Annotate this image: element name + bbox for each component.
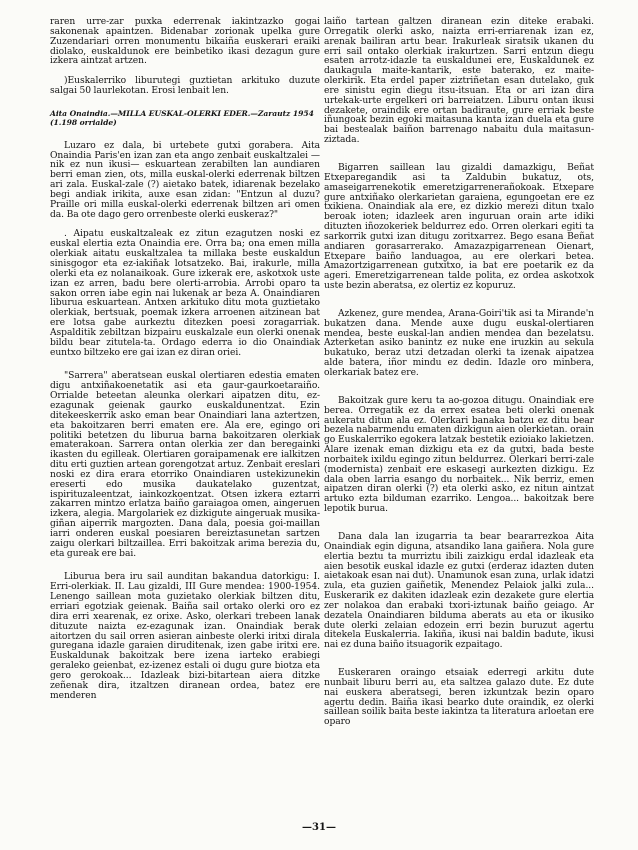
paragraph-left-3: Luzaro ez dala, bi urtebete gutxi gorabera. Aita Onaindia Paris'en izan zan eta ango zenbait euskaltzalei —nik ez nun ikusi— eskuartean zerabilten lan aundiaren berri eman zien, ots, milla euskal-olerki ederrenak biltzen ari zala. Euskal-zale (?) aietako batek, idiarenak bezelako begi andiak irikita, auxe esan zidan: "Entzun al duzu? Praille ori milla euskal-olerki ederrenak biltzen ari omen da. Ba ote dago gero orrenbeste olerki euskeraz?" [50, 140, 320, 220]
paragraph-right-3: Azkenez, gure mendea, Arana-Goiri'tik asi ta Mirande'n bukatzen dana. Mende auxe dugu euskal-olertiaren mendea, beste euskal-lan andien mendea dan bezelatsu. Azterketan asiko banintz ez nuke ene iruzkin au sekula bukatuko, beraz utzi detzadan olerki ta izenak aipatzea alde batera, iñor mindu ez dedin. Idazle oro minbera, olerkariak batez ere. [324, 308, 594, 378]
paragraph-left-5: "Sarrera" aberatsean euskal olertiaren edestia ematen digu antxiñakoenetatik asi eta gaur-gaurkoetaraiño. Orrialde beteetan aleunka olerkari aipatzen ditu, ez-ezagunak geienak gaurko euskaldunentzat. Ezin ditekeeskerrik asko eman bear Onaindiari lana aztertzen, eta bakoitzaren berri ematen ere. Ala ere, egingo ori politiki betetzen du liburua barna bakoitzaren olerkiak ematerakoan. Sarrera ontan olerkia zer dan beregainki ikasten du egilleak. Olertiaren goraipamenak ere ialkitzen ditu erti guztien artean gorengotzat artuz. Zenbait ereslari noski ez dira erara etorriko Onaindiaren ustekizunekin ereserti edo musika daukatelako guzentzat, ispirituzaleentzat, iainkozkoentzat. Otsen izkera eztarri zakarren mintzo erlatza baiño garaiagoa omen, aingeruen izkera, alegia. Margolariek ez dizkigute aingeruak musika-giñan aiperrik margozten. Dana dala, poesia goi-maillan iarri onderen euskal poesiaren bereiztasunetan sartzen zaigu olerkari biltzaillea. Erri bakoitzak arima berezia du, eta gureak ere bai. [50, 371, 320, 559]
bibliographic-reference: Aita Onaindia.—MILLA EUSKAL-OLERKI EDER.—Zarautz 1954 (1.198 orrialde) [50, 108, 314, 128]
paragraph-right-1: laiño tartean galtzen diranean ezin diteke erabaki. Orregatik olerki asko, naizta erri-erriarenak izan ez, arenak bailiran artu bear. Irakurleak siratsik ukanen du erri sail ontako olerkiak irakurtzen. Sarri entzun diegu esaten arrotz-idazle ta euskaldunei ere, Euskaldunek ez daukagula maite-kantarik, este baterako, ez maite-olerkirik. Eta erdel paper ziztriñetan esan dutelako, guk ere sinistu egin diegu itsu-itsuan. Eta or ari izan dira urtekak-urte ergelkeri ori barreiatzen. Liburu ontan ikusi dezakete, oraindik ere ortan badiraute, gure erriak beste iñungoak bezin egoki maitasuna kanta izan duela eta gure bai bestealak baiñon barrenago nabaitu dula maitasun-ziztada. [324, 17, 594, 146]
paragraph-left-4: . Aipatu euskaltzaleak ez zitun ezagutzen noski ez euskal elertia ezta Onaindia ere. Orra ba; ona emen milla olerkiak aitatu euskaltzalea ta millaka beste euskaldun sinisgogor eta ez-iakiñak lotsatzeko. Bai, irakurle, milla olerki eta ez nolanaikoak. Gure izkerak ere, askotxok uste izan ez arren, badu bere olerti-arrobia. Arrobi oparo ta sakon orren iabe egin nai lukenak ar beza A. Onaindiaren liburua eskuartean. Antxen arkituko ditu mota guztietako olerkiak, bertsuak, poemak izkera arroenen aitzinean bat ere lotsa gabe aurkeztu ditezken poesi zoragarriak. Aspalditik zebiltzan bizpairu euskalzale eun olerki onenak bildu bear zitutela-ta. Ordago ederra io dio Onaindiak euntxo biltzeko ere gai izan ez diran oriei. [50, 229, 320, 358]
paragraph-left-2: )Euskalerriko liburutegi guztietan arkituko duzute salgai 50 laurlekotan. Erosi lenbait len. [50, 76, 320, 97]
paragraph-right-2: Bigarren saillean lau gizaldi damazkigu, Beñat Etxeparegandik asi ta Zaldubin bukatuz, ots, amaseigarrenekotik emeretzigarrenerañokoak. Etxepare gure antxiñako olerkarietan garaiena, egungoetan ere ez txikiena. Onaindiak ala ere, ez dizkio merezi ditun txalo beroak ioten; idazleek aren inguruan orain arte idiki dituzten iñozokeriek beldurrez edo. Orren olerkari egiti ta sarkorrik gutxi izan ditugu zoritxarrez. Bego esana Beñat andiaren gorasarrerako. Amazazpigarrenean Oienart, Etxepare baiño landuagoa, au ere olerkari betea. Amazortzigarrenean gutxitxo, ia bat ere poetarik ez da ageri. Emeretzigarrenean talde polita, ez ordea askotxok uste bezin aberatsa, ez olertiz ez kopuruz. [324, 162, 594, 292]
paragraph-left-6: Liburua bera iru sail aunditan bakandua datorkigu: I. Erri-olerkiak. II. Lau gizaldi, III Gure mendea: 1900-1954. Lenengo saillean mota guzietako olerkiak biltzen ditu, erriari egotziak geienak. Baiña sail ortako olerki oro ez dira erri xearenak, ez orixe. Asko, olerkari trebeen lanak dituzute naizta ez-ezagunak izan. Onaindiak berak aitortzen du sail orren asieran ainbeste olerki iritxi dirala guregana idazle garaien diruditenak, izen gabe iritxi ere. Euskaldunak bakoitzak bere izena iarteko erabiegi geraleko geienbat, ez-izenez estali oi dugu gure biotza eta gero gerokoak... Idazleak bizi-bitartean aiera ditzke zeñenak dira, itzaltzen diranean ordea, batez ere menderen [50, 572, 320, 701]
paragraph-left-1: raren urre-zar puxka ederrenak iakintzazko gogai sakonenak apaintzen. Bidenabar zorionak upelka gure Zuzendariari orren monumentu bikaiña euskerari eraiki diolako, euskaldunok ere beinbetiko ikasi dezagun gure izkera aintzat artzen. [50, 17, 320, 67]
paragraph-right-4: Bakoitzak gure keru ta ao-gozoa ditugu. Onaindiak ere berea. Orregatik ez da errex esatea beti olerki onenak aukeratu ditun ala ez. Olerkari banaka batzu ez ditu bear bezela nabarmendu ematen dizkigun aien olerkietan. orain go Euskalerriko egokera latzak bestetik ezioiako lakietzen. Alare izenak eman dizkigu eta ez da gutxi, bada beste norbaitek ixildu egingo zitun beldurrez. Olerkari berri-zale (modernista) zenbait ere eskasegi aurkezten dizkigu. Ez dala oben larria esango du norbaitek... Nik berriz, emen aipatzen diran olerki (?) eta olerki asko, ez nitun aintzat artuko ezta bilduman ezarriko. Lengoa... bakoitzak bere lepotik burua. [324, 395, 594, 515]
right-column [324, 18, 594, 728]
page-number: —31— [302, 822, 336, 833]
left-column [50, 18, 320, 701]
paragraph-right-5: Dana dala lan izugarria ta bear beararrezkoa Aita Onaindiak egin diguna, atsandiko lana gaiñera. Nola gure elertia beztu ta murriztu ibili zaizkigu erdal idazleak eta aien besotik euskal idazle ez gutxi (erderaz idazten duten aietakoak esan nai dut). Unamunok esan zuna, urlak idatzi zula, eta guzien gaiñetik, Menendez Pelaiok jalki zula... Euskerarik ez dakiten idazleak ezin dezakete gure elertia zer nolakoa dan erabaki txori-iztunak baiño geiago. Ar dezatela Onaindiaren bilduma aberats au eta or ikusiko dute olerki zelaian edozein erri bezin buruzut agertu ditekela Euskalerria. Iakiña, ikusi nai baldin badute, ikusi nai ez duna baiño itsuagorik ezpaitago. [324, 531, 594, 651]
paragraph-right-6: Euskeraren oraingo etsaiak ederregi arkitu dute nunbait liburu berri au, eta saltzea galazo dute. Ez dute nai euskera aberatsegi, beren izkuntzak bezin oparo agertu dedin. Baiña ikasi bearko dute oraindik, ez olerki saillean soilik baita beste iakintza ta literatura arloetan ere oparo [324, 668, 594, 728]
